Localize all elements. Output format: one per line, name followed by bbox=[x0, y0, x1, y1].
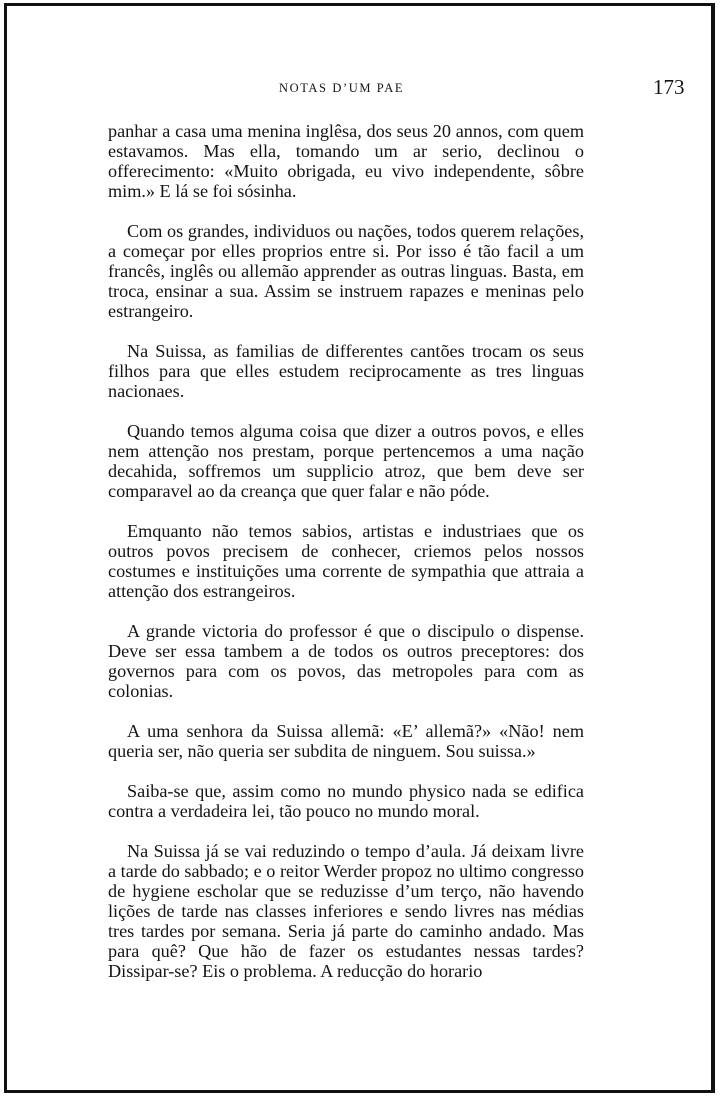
paragraph-other-peoples: Quando temos alguma coisa que dizer a outros povos, e elles nem attenção nos prestam, porque pertencemos a uma nação decahida, soffremos um supplicio atroz, que bem deve ser comparavel ao da creança que quer falar e não póde. bbox=[108, 421, 584, 501]
running-title: NOTAS D’UM PAE bbox=[278, 81, 405, 95]
page-number: 173 bbox=[653, 75, 685, 99]
paragraph-relations: Com os grandes, individuos ou nações, todos querem relações, a começar por elles proprios entre si. Por isso é tão facil a um francês, inglês ou allemão apprender as outras linguas. Basta, em troca, ensinar a sua. Assim se instruem rapazes e meninas pelo estrangeiro. bbox=[108, 221, 584, 321]
paragraph-continuation: panhar a casa uma menina inglêsa, dos seus 20 annos, com quem estavamos. Mas ella, tomando um ar serio, declinou o offerecimento: «Muito obrigada, eu vivo independente, sôbre mim.» E lá se foi sósinha. bbox=[108, 121, 584, 201]
paragraph-school-hours: Na Suissa já se vai reduzindo o tempo d’aula. Já deixam livre a tarde do sabbado; e o reitor Werder propoz no ultimo congresso de hygiene escholar que se reduzisse d’um terço, não havendo lições de tarde nas classes inferiores e sendo livres nas médias tres tardes por semana. Seria já parte do caminho andado. Mas para quê? Que hão de fazer os estudantes nessas tardes? Dissipar-se? Eis o problema. A reducção do horario bbox=[108, 841, 584, 981]
paragraph-swiss-families: Na Suissa, as familias de differentes cantões trocam os seus filhos para que elles estudem reciprocamente as tres linguas nacionaes. bbox=[108, 341, 584, 401]
paragraph-moral-law: Saiba-se que, assim como no mundo physico nada se edifica contra a verdadeira lei, tão pouco no mundo moral. bbox=[108, 781, 584, 821]
running-head bbox=[108, 75, 685, 99]
paragraph-sympathy: Emquanto não temos sabios, artistas e industriaes que os outros povos precisem de conhecer, criemos pelos nossos costumes e instituições uma corrente de sympathia que attraia a attenção dos estrangeiros. bbox=[108, 521, 584, 601]
paragraph-swiss-lady: A uma senhora da Suissa allemã: «E’ allemã?» «Não! nem queria ser, não queria ser subdita de ninguem. Sou suissa.» bbox=[108, 721, 584, 761]
body-text bbox=[108, 121, 584, 981]
paragraph-victory: A grande victoria do professor é que o discipulo o dispense. Deve ser essa tambem a de todos os outros preceptores: dos governos para com os povos, das metropoles para com as colonias. bbox=[108, 621, 584, 701]
